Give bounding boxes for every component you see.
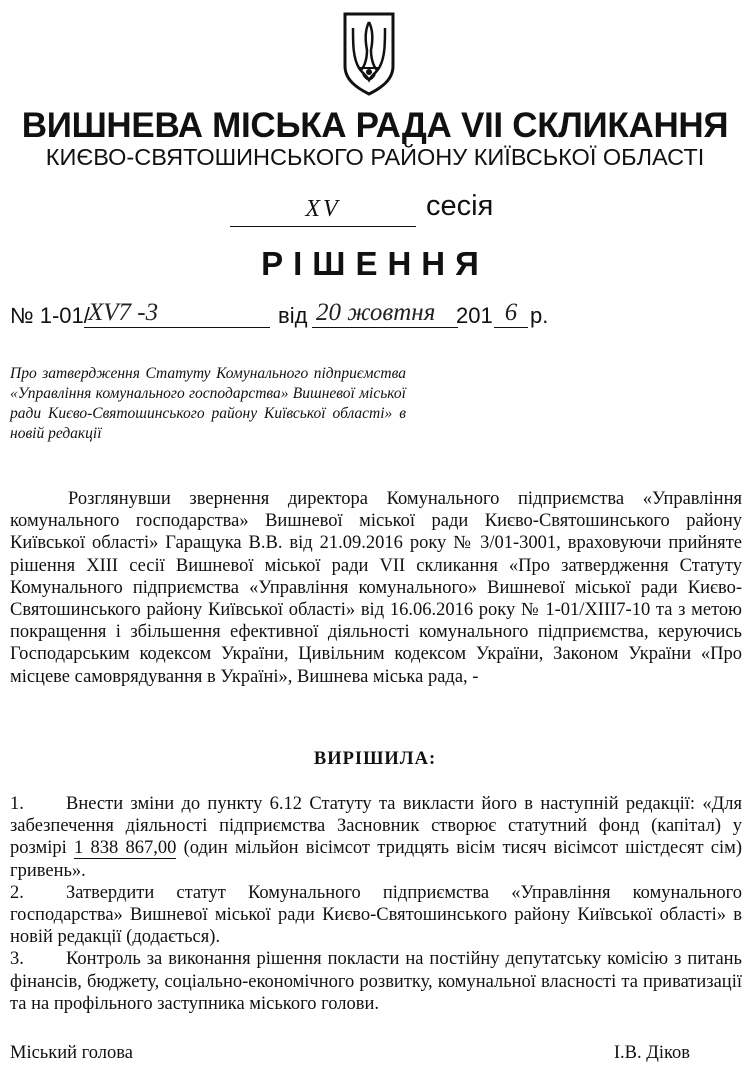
capital-amount: 1 838 867,00 (74, 838, 177, 859)
decision-number-line (10, 300, 570, 334)
decided-heading: ВИРІШИЛА: (313, 749, 437, 769)
decision-items (10, 793, 742, 1015)
item-text: Затвердити статут Комунального підприємства «Управління комунального господарства» Вишневої міської ради Києво-Святошинського району Київської області» в новій редакції (додається). (10, 882, 742, 948)
session-label: сесія (426, 190, 494, 222)
year-prefix: 201 (456, 303, 493, 328)
preamble-paragraph: Розглянувши звернення директора Комунального підприємства «Управління комунального господарства» Вишневої міської ради Києво-Святошинського району Київської області» Гаращука В.В. від 21.09.2016 року № 3/01-3001, враховуючи прийняте рішення XIII сесії Вишневої міської ради VII скликання «Про затвердження Статуту Комунального підприємства «Управління комунального» Вишневої міської ради Києво-Святошинського району Київської області» від 16.06.2016 року № 1-01/XIII7-10 та з метою покращення і збільшення ефективної діяльності комунального підприємства, керуючись Господарським кодексом України, Цивільним кодексом України, Законом України «Про місцеве самоврядування в Україні», Вишнева міська рада, - (10, 489, 742, 687)
decision-item-3 (10, 948, 742, 1015)
number-prefix: № 1-01/ (10, 303, 90, 328)
decision-title: РІШЕННЯ (261, 245, 489, 282)
decision-item-2 (10, 882, 742, 949)
decision-subject: Про затвердження Статуту Комунального підприємства «Управління комунального господарства» Вишневої міської ради Києво-Святошинського району Київської області» в новій редакції (10, 365, 406, 442)
handwritten-year-digit: 6 (494, 299, 528, 328)
item-number: 1. (10, 794, 24, 814)
item-text-continued: (один мільйон вісімсот тридцять вісім тисяч вісімсот шістдесят сім) гривень». (10, 838, 742, 881)
signature-name: І.В. Діков (613, 1043, 690, 1063)
signature-role: Міський голова (10, 1043, 133, 1063)
trident-emblem-icon (341, 10, 397, 96)
year-suffix: р. (530, 303, 549, 328)
item-text: Внести зміни до пункту 6.12 Статуту та викласти його в наступній редакції: «Для забезпечення діяльності підприємства Засновник створює статутний фонд (капітал) у розмірі (10, 794, 742, 859)
item-number: 2. (10, 882, 24, 903)
handwritten-date: 20 жовтня (312, 299, 458, 328)
decision-item-1 (10, 793, 742, 882)
item-number: 3. (10, 949, 24, 970)
handwritten-number: XV7 -3 (84, 299, 270, 328)
council-subtitle: КИЄВО-СВЯТОШИНСЬКОГО РАЙОНУ КИЇВСЬКОЇ ОБЛАСТІ (45, 144, 705, 170)
session-number: XV (230, 196, 416, 227)
council-title: ВИШНЕВА МІСЬКА РАДА VII СКЛИКАННЯ (21, 106, 729, 145)
item-text: Контроль за виконання рішення покласти на постійну депутатську комісію з питань фінансів, бюджету, соціально-економічного розвитку, комунальної власності та приватизації та на профільного заступника міського голови. (10, 949, 742, 1014)
date-from-label: від (278, 303, 308, 328)
